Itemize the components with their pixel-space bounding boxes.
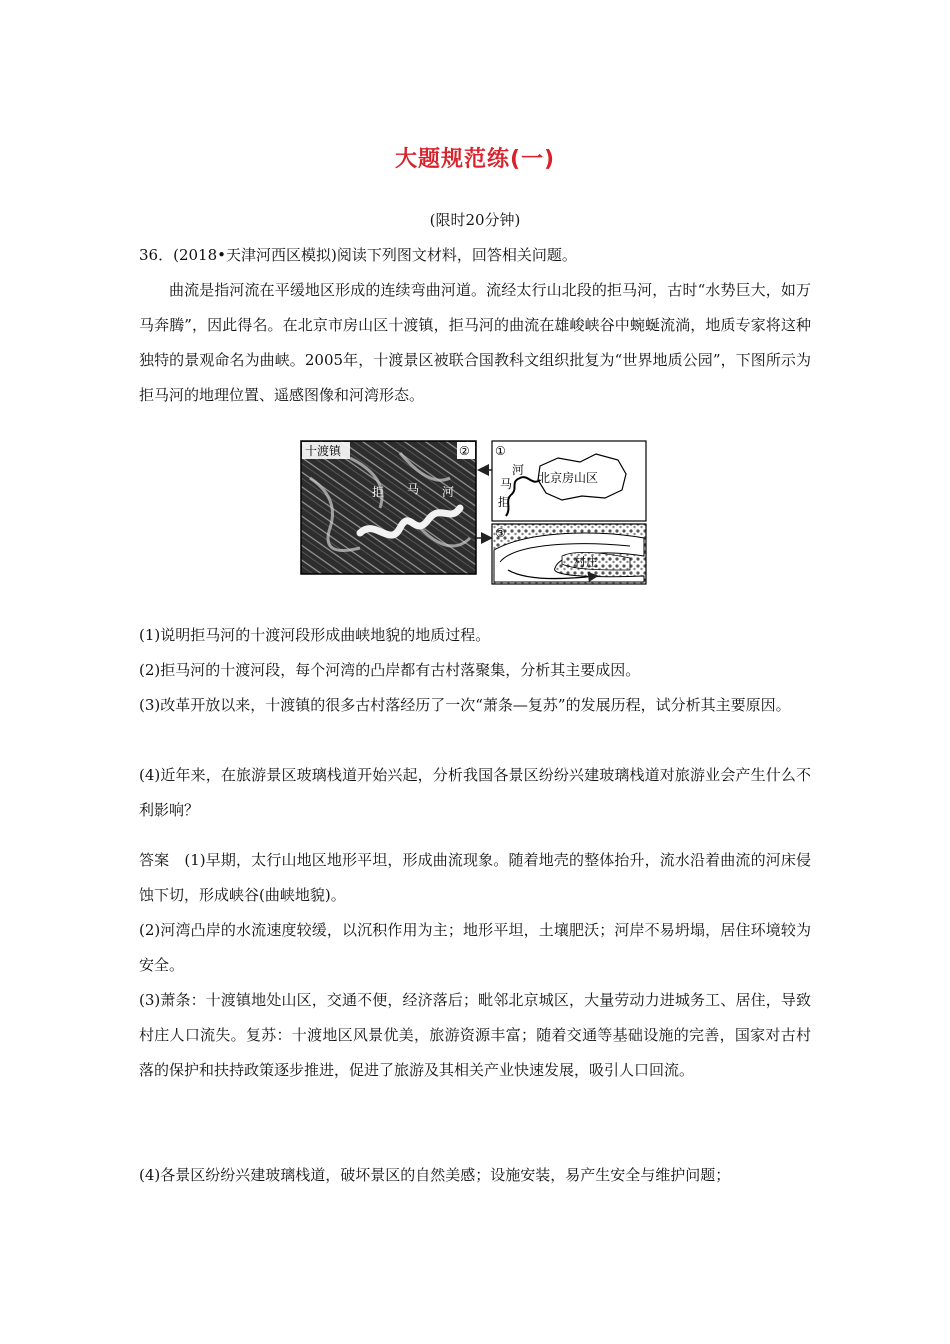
answer-3: (3)萧条：十渡镇地处山区，交通不便，经济落后；毗邻北京城区，大量劳动力进城务工、居住，导致村庄人口流失。复苏：十渡地区风景优美，旅游资源丰富；随着交通等基础设施的完善，国家对古村落的保护和扶持政策逐步推进，促进了旅游及其相关产业快速发展，吸引人口回流。 — [139, 991, 811, 1079]
answer-1-text: (1)早期，太行山地区地形平坦，形成曲流现象。随着地壳的整体抬升，流水沿着曲流的河床侵蚀下切，形成峡谷(曲峡地貌)。 — [139, 851, 811, 904]
panel2-town-label: 十渡镇 — [305, 444, 342, 458]
panel2-river-char-2: 马 — [407, 482, 420, 496]
panel3-village-label: 村庄 — [574, 555, 599, 569]
panel1-river-char-1: 河 — [512, 463, 525, 477]
river-figure — [300, 438, 650, 586]
panel1-river-char-2: 马 — [500, 477, 513, 491]
question-1: (1)说明拒马河的十渡河段形成曲峡地貌的地质过程。 — [139, 626, 491, 644]
answer-1 — [139, 843, 811, 913]
question-2: (2)拒马河的十渡河段，每个河湾的凸岸都有古村落聚集，分析其主要成因。 — [139, 661, 641, 679]
panel1-number: ① — [495, 444, 506, 458]
panel1-region-label: 北京房山区 — [538, 471, 599, 485]
panel3-number: ③ — [495, 526, 506, 540]
panel2-river-char-1: 拒 — [372, 485, 385, 499]
meander-panel — [492, 524, 646, 584]
panel1-river-char-3: 拒 — [498, 495, 511, 509]
question-header: 36．(2018•天津河西区模拟)阅读下列图文材料，回答相关问题。 — [139, 246, 577, 264]
page-title: 大题规范练(一) — [394, 147, 556, 172]
river-figure-svg — [300, 438, 650, 586]
question-3: (3)改革开放以来，十渡镇的很多古村落经历了一次“萧条—复苏”的发展历程，试分析其主要原因。 — [139, 696, 791, 714]
panel2-river-char-3: 河 — [442, 485, 455, 499]
question-4: (4)近年来，在旅游景区玻璃栈道开始兴起，分析我国各景区纷纷兴建玻璃栈道对旅游业会产生什么不利影响？ — [139, 766, 811, 819]
answer-2: (2)河湾凸岸的水流速度较缓，以沉积作用为主；地形平坦，土壤肥沃；河岸不易坍塌，居住环境较为安全。 — [139, 921, 811, 974]
material-text: 曲流是指河流在平缓地区形成的连续弯曲河道。流经太行山北段的拒马河，古时“水势巨大，如万马奔腾”，因此得名。在北京市房山区十渡镇，拒马河的曲流在雄峻峡谷中蜿蜒流淌，地质专家将这种独特的景观命名为曲峡。2005年，十渡景区被联合国教科文组织批复为“世界地质公园”，下图所示为拒马河的地理位置、遥感图像和河湾形态。 — [139, 281, 811, 404]
answer-4: (4)各景区纷纷兴建玻璃栈道，破坏景区的自然美感；设施安装，易产生安全与维护问题； — [139, 1166, 731, 1184]
remote-sensing-panel — [301, 441, 476, 574]
time-limit: (限时20分钟) — [429, 211, 521, 229]
answer-label: 答案 — [139, 851, 170, 869]
location-map-panel — [492, 441, 646, 521]
panel2-number: ② — [459, 444, 470, 458]
